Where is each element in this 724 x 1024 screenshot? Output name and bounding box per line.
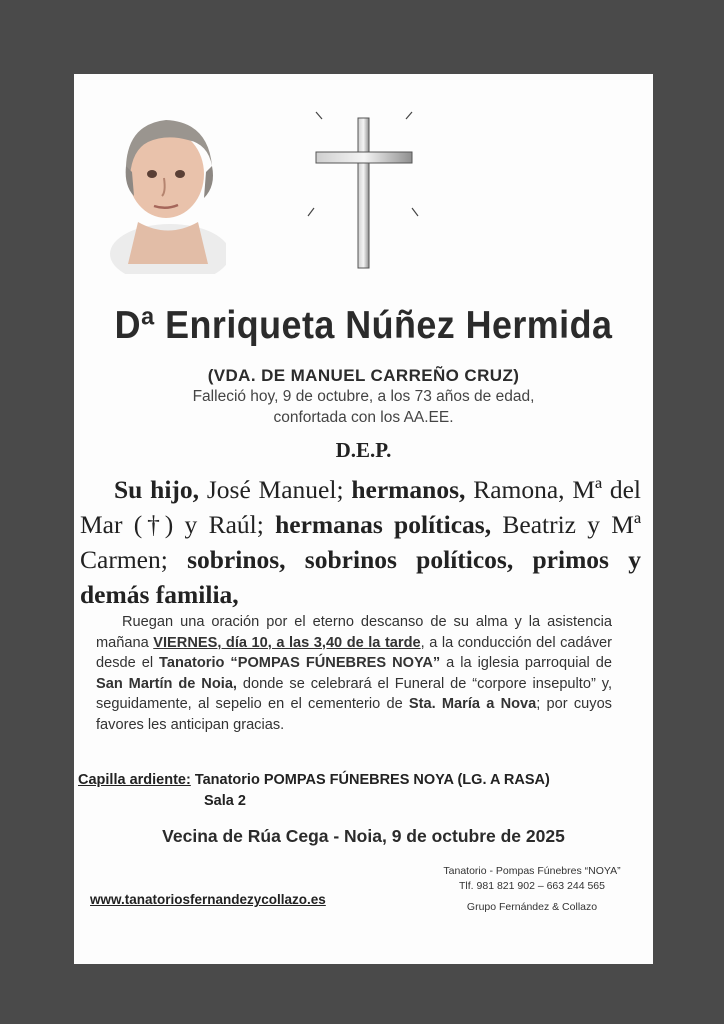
siblings-label: hermanos,: [351, 475, 466, 504]
obituary-card: [74, 74, 653, 964]
church-name: San Martín de Noia,: [96, 675, 237, 692]
chapel-label: Capilla ardiente:: [78, 772, 191, 788]
rip-text: D.E.P.: [335, 438, 392, 462]
death-line-2: confortada con los AA.EE.: [273, 409, 454, 426]
service-invitation: [96, 612, 612, 735]
tanatorio-name: Tanatorio “POMPAS FÚNEBRES NOYA”: [159, 655, 441, 671]
place-and-date: Vecina de Rúa Cega - Noia, 9 de octubre de 2025: [162, 826, 565, 846]
chapel-info: [78, 770, 638, 812]
invite-text-3: a la iglesia parroquial de: [440, 655, 612, 671]
sisters-in-law-label: hermanas políticas,: [275, 510, 492, 539]
other-relatives: sobrinos, sobrinos políticos, primos y demás familia,: [80, 545, 641, 609]
invite-text-5: ; por cuyos favores les anticipan gracias.: [96, 696, 612, 733]
invite-text-1: Ruegan una oración por el eterno descanso de su alma y la asistencia mañana: [96, 614, 612, 651]
death-details: [74, 386, 653, 428]
siblings-names: Ramona, Mª del Mar (†) y Raúl;: [80, 475, 641, 539]
invite-text-4: donde se celebrará el Funeral de “corpore insepulto” y, seguidamente, al sepelio en el cementerio de: [96, 675, 612, 712]
funeral-home-info: [422, 864, 642, 915]
son-name: José Manuel;: [199, 475, 352, 504]
funeral-home-phone: Tlf. 981 821 902 – 663 244 565: [459, 880, 605, 892]
widow-of: (VDA. DE MANUEL CARREÑO CRUZ): [207, 366, 520, 385]
death-line-1: Falleció hoy, 9 de octubre, a los 73 años de edad,: [192, 388, 535, 405]
website-link[interactable]: www.tanatoriosfernandezycollazo.es: [90, 892, 326, 907]
cemetery-name: Sta. María a Nova: [408, 696, 537, 712]
funeral-group: Grupo Fernández & Collazo: [466, 901, 598, 913]
deceased-name: Dª Enriqueta Núñez Hermida: [114, 304, 613, 347]
chapel-room: Sala 2: [204, 793, 246, 809]
son-label: Su hijo,: [114, 475, 200, 504]
portrait-photo: [108, 104, 226, 274]
sisters-in-law-names: Beatriz y Mª Carmen;: [80, 510, 641, 574]
chapel-value: Tanatorio POMPAS FÚNEBRES NOYA (LG. A RASA): [190, 772, 550, 788]
service-date: VIERNES, día 10, a las 3,40 de la tarde: [153, 634, 421, 651]
funeral-home-name: Tanatorio - Pompas Fúnebres “NOYA”: [443, 865, 621, 877]
cross-icon: [306, 110, 422, 272]
family-list: [80, 472, 641, 612]
invite-text-2: , a la conducción del cadáver desde el: [96, 634, 613, 671]
